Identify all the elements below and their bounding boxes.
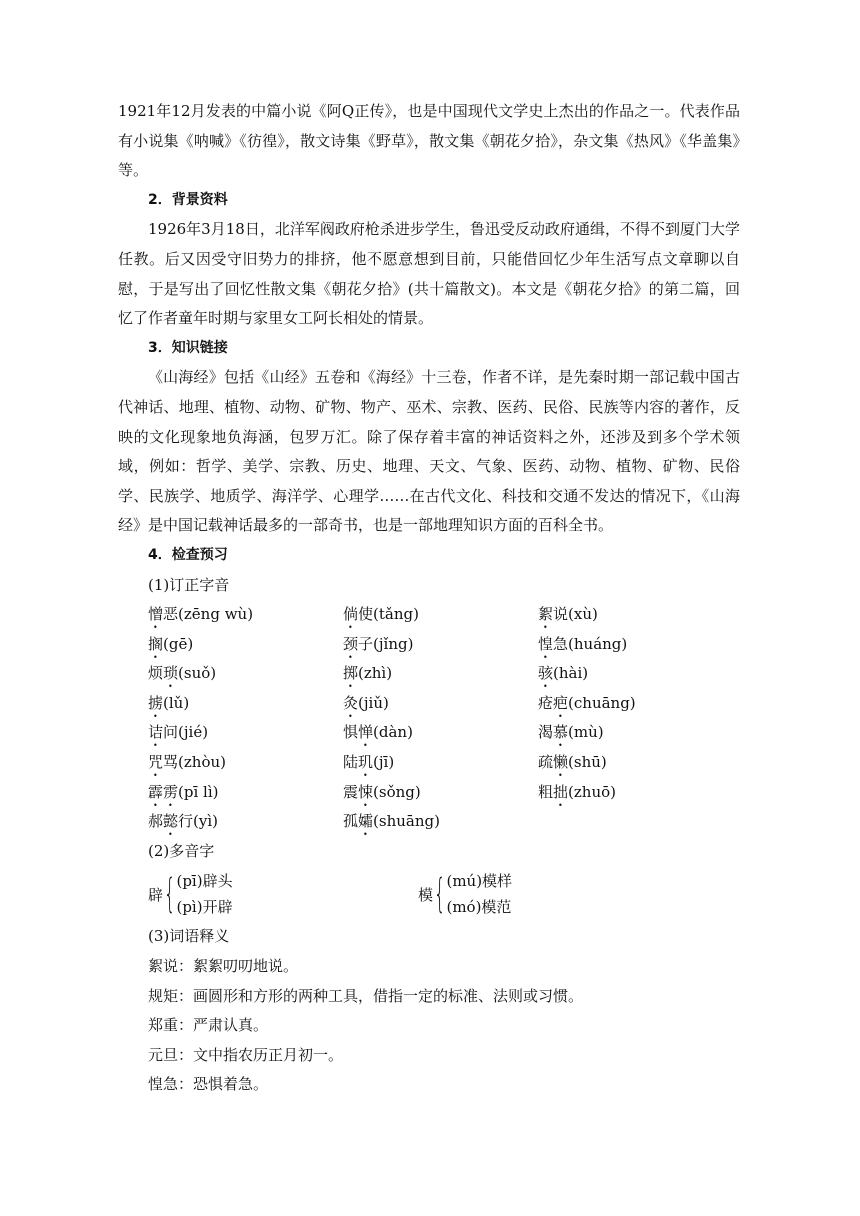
pronunciation-item [343,748,538,778]
definition-item: 郑重：严肃认真。 [148,1016,269,1035]
pronunciation-pinyin: (hài) [553,664,589,683]
pronunciation-post: 子 [358,634,374,653]
pronunciation-dot: 玑 [358,753,374,772]
subheading-pronunciation: (1)订正字音 [148,575,230,594]
pronunciation-item [343,659,538,689]
pronunciation-pinyin: (dàn) [373,723,413,742]
pronunciation-dot: 琐 [163,664,179,683]
pronunciation-pinyin: (gē) [163,634,194,653]
pronunciation-item [343,630,538,660]
pronunciation-pre: 惧 [343,723,359,742]
intro-paragraph: 1921年12月发表的中篇小说《阿Q正传》，也是中国现代文学史上杰出的作品之一。代表作品有小说集《呐喊》《彷徨》，散文诗集《野草》，散文集《朝花夕拾》，杂文集《热风》《华盖集》等。 [118,102,740,180]
pronunciation-pre: 陆 [343,753,359,772]
pronunciation-post: 使 [358,605,374,624]
polyphone-char: 模 [418,885,434,904]
section-heading-background: 2．背景资料 [148,191,228,208]
pronunciation-pinyin: (mù) [568,723,604,742]
pronunciation-item [538,718,738,748]
pronunciation-item [343,600,538,630]
subheading-polyphones: (2)多音字 [148,841,215,860]
pronunciation-pinyin: (zēng wù) [178,605,254,624]
brace-icon: { [164,871,176,918]
pronunciation-item [148,689,343,719]
pronunciation-dot: 掷 [343,664,359,683]
pronunciation-dot: 倘 [343,605,359,624]
subheading-definitions: (3)词语释义 [148,927,230,946]
polyphone-reading: (pì)开辟 [176,898,233,917]
pronunciation-post: 恶 [163,605,179,624]
section-heading-preview: 4．检查预习 [148,546,228,563]
definitions-list [118,952,740,1100]
pronunciation-dot: 憎 [148,605,164,624]
pronunciation-pinyin: (zhòu) [178,753,226,772]
pronunciation-dot: 孀 [358,812,374,831]
pronunciation-dot: 咒 [148,753,164,772]
pronunciation-item [538,600,738,630]
pronunciation-pre: 粗 [538,782,554,801]
pronunciation-pre: 疏 [538,753,554,772]
pronunciation-item [148,778,343,808]
pronunciation-pre: 烦 [148,664,164,683]
pronunciation-dot: 掳 [148,693,164,712]
pronunciation-item [148,718,343,748]
pronunciation-pinyin: (huáng) [568,634,628,653]
pronunciation-pinyin: (zhì) [358,664,393,683]
knowledge-paragraph: 《山海经》包括《山经》五卷和《海经》十三卷，作者不详，是先秦时期一部记载中国古代神话、地理、植物、动物、矿物、物产、巫术、宗教、医药、民俗、民族等内容的著作，反映的文化现象地负海涵，包罗万汇。除了保存着丰富的神话资料之外，还涉及到多个学术领域，例如：哲学、美学、宗教、历史、地理、天文、气象、医药、动物、植物、矿物、民俗学、民族学、地质学、海洋学、心理学……在古代文化、科技和交通不发达的情况下，《山海经》是中国记载神话最多的一部奇书，也是一部地理知识方面的百科全书。 [118,368,740,535]
pronunciation-dot: 颈 [343,634,359,653]
section-heading-knowledge: 3．知识链接 [148,339,228,356]
pronunciation-pinyin: (suǒ) [178,664,217,683]
pronunciation-pinyin: (tǎng) [373,605,419,624]
pronunciation-pre: 渴 [538,723,554,742]
pronunciation-pinyin: (pī lì) [178,782,219,801]
pronunciation-pinyin: (yì) [193,812,219,831]
brace-icon: { [434,871,446,918]
polyphone-group [418,868,512,920]
pronunciation-pre: 疮 [538,693,554,712]
pronunciation-dot: 絮 [538,605,554,624]
pronunciation-item [148,630,343,660]
pronunciation-pinyin: (xù) [568,605,598,624]
pronunciation-item [148,600,343,630]
pronunciation-dot: 骇 [538,664,554,683]
pronunciation-item [343,807,538,837]
pronunciation-pinyin: (sǒng) [373,782,421,801]
pronunciation-dot: 惶 [538,634,554,653]
pronunciation-pinyin: (jié) [178,723,209,742]
polyphone-reading: (pī)辟头 [176,872,233,891]
definition-item: 絮说：絮絮叨叨地说。 [148,957,299,976]
polyphone-group [148,868,418,920]
pronunciation-dot: 惮 [358,723,374,742]
pronunciation-item [538,630,738,660]
pronunciation-item [343,718,538,748]
pronunciation-dot: 悚 [358,782,374,801]
pronunciation-pinyin: (chuāng) [568,693,636,712]
pronunciation-item [538,778,738,808]
pronunciation-pinyin: (zhuō) [568,782,616,801]
definition-item: 元旦：文中指农历正月初一。 [148,1045,344,1064]
document-page [118,97,740,1100]
pronunciation-dot: 懒 [553,753,569,772]
pronunciation-post: 急 [553,634,569,653]
pronunciation-item [343,689,538,719]
pronunciation-dot: 疤 [553,693,569,712]
pronunciation-item [148,659,343,689]
pronunciation-dot: 懿 [163,812,179,831]
background-paragraph: 1926年3月18日，北洋军阀政府枪杀进步学生，鲁迅受反动政府通缉，不得不到厦门大学任教。后又因受守旧势力的排挤，他不愿意想到目前，只能借回忆少年生活写点文章聊以自慰，于是写出了回忆性散文集《朝花夕拾》(共十篇散文)。本文是《朝花夕拾》的第二篇，回忆了作者童年时期与家里女工阿长相处的情景。 [118,220,740,328]
pronunciation-item [538,659,738,689]
pronunciation-dot: 灸 [343,693,359,712]
pronunciation-item [148,748,343,778]
definition-item: 惶急：恐惧着急。 [148,1075,269,1094]
definition-item: 规矩：画圆形和方形的两种工具，借指一定的标准、法则或习惯。 [148,986,584,1005]
pronunciation-item [148,807,343,837]
pronunciation-pinyin: (jī) [373,753,395,772]
pronunciation-item [538,689,738,719]
pronunciation-dot: 慕 [553,723,569,742]
pronunciation-post: 骂 [163,753,179,772]
polyphone-reading: (mó)模范 [446,898,512,917]
pronunciation-pre: 孤 [343,812,359,831]
polyphone-section [118,866,740,922]
pronunciation-dot: 诘 [148,723,164,742]
pronunciation-pinyin: (jiǔ) [358,693,389,712]
pronunciation-pinyin: (shū) [568,753,607,772]
pronunciation-post: 问 [163,723,179,742]
pronunciation-dot: 搁 [148,634,164,653]
pronunciation-pre: 震 [343,782,359,801]
pronunciation-post: 说 [553,605,569,624]
pronunciation-pinyin: (lǔ) [163,693,190,712]
polyphone-reading: (mú)模样 [446,872,513,891]
pronunciation-grid [118,600,740,837]
pronunciation-pre: 郝 [148,812,164,831]
pronunciation-pinyin: (shuāng) [373,812,440,831]
pronunciation-item [538,748,738,778]
pronunciation-dot: 拙 [553,782,569,801]
pronunciation-dot: 霹雳 [148,782,179,801]
pronunciation-pinyin: (jǐng) [373,634,414,653]
pronunciation-post: 行 [178,812,194,831]
pronunciation-item [343,778,538,808]
polyphone-char: 辟 [148,885,164,904]
